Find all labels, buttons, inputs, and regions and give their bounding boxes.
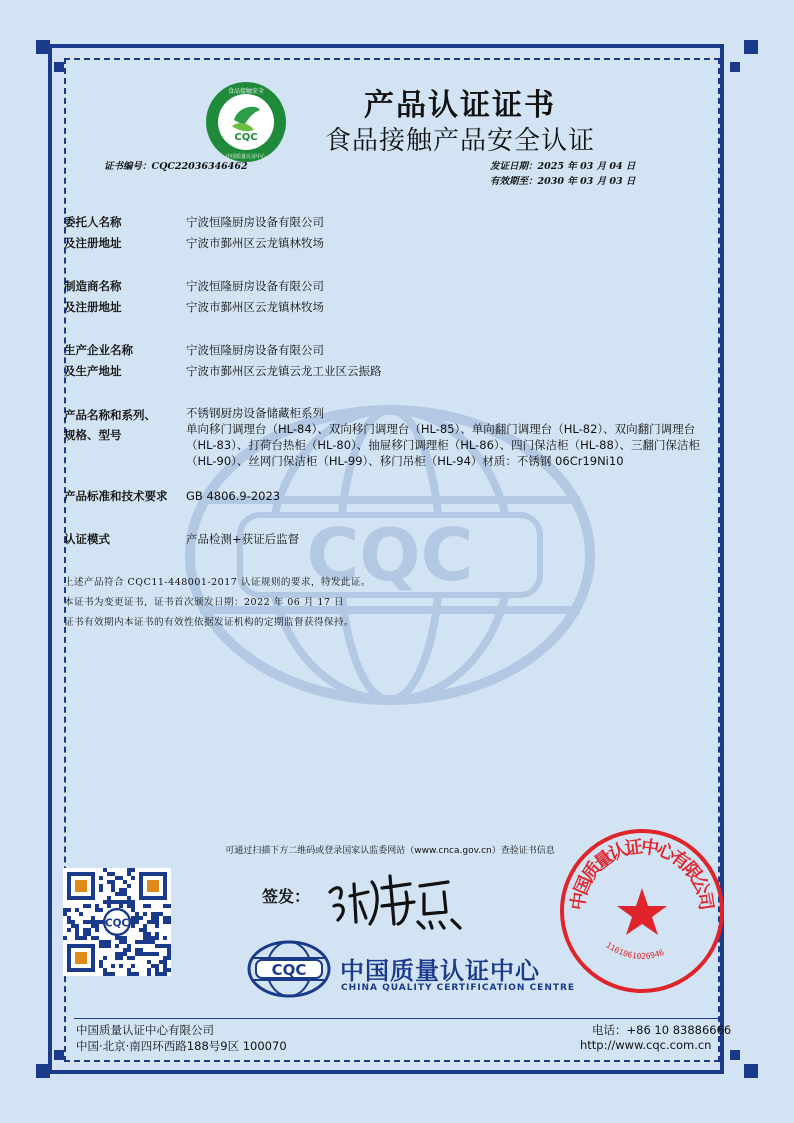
corner-ornament [744,40,758,54]
corner-ornament [36,1064,50,1078]
corner-ornament [36,40,50,54]
expiry-date-label: 有效期至： [490,176,538,187]
factory-address-label: 及生产地址 [64,364,122,378]
statement-line-2: 本证书为变更证书，证书首次颁发日期：2022 年 06 月 17 日 [64,597,344,608]
client-address-value: 宁波市鄞州区云龙镇林牧场 [186,236,324,250]
footer-address: 中国·北京·南四环西路188号9区 100070 [76,1039,287,1053]
client-value: 宁波恒隆厨房设备有限公司 [186,215,324,229]
mode-value: 产品检测+获证后监督 [186,532,300,546]
factory-value: 宁波恒隆厨房设备有限公司 [186,343,324,357]
product-label-line-2: 规格、型号 [64,428,122,442]
corner-ornament [730,62,740,72]
corner-ornament [744,1064,758,1078]
manufacturer-label: 制造商名称 [64,279,122,293]
product-label-line-1: 产品名称和系列、 [64,408,156,422]
cqc-logo [246,940,332,998]
corner-ornament [730,1050,740,1060]
logo-text-bottom: 中国质量认证中心 [225,154,267,160]
svg-text:CQC: CQC [271,961,307,979]
certificate-title: 产品认证证书 [364,88,556,123]
issue-date [490,158,635,172]
certificate-number [104,158,248,172]
food-contact-safety-logo [204,80,288,164]
seal-text: 中国质量认证中心有限公司 [567,836,717,912]
mode-label: 认证模式 [64,532,110,546]
organization-name-cn: 中国质量认证中心 [340,957,540,985]
manufacturer-value: 宁波恒隆厨房设备有限公司 [186,279,324,293]
manufacturer-address-value: 宁波市鄞州区云龙镇林牧场 [186,300,324,314]
client-label: 委托人名称 [64,215,122,229]
seal-code: 1101061026946 [604,940,666,962]
standard-value: GB 4806.9-2023 [186,489,281,503]
corner-ornament [54,62,64,72]
qr-code[interactable] [63,868,171,976]
statement-line-3: 证书有效期内本证书的有效性依据发证机构的定期监督获得保持。 [64,617,355,628]
product-value [186,405,716,469]
handwritten-signature [320,862,480,932]
svg-text:CQC: CQC [104,917,130,930]
issued-by-label: 签发： [262,887,311,906]
product-models: 单向移门调理台（HL-84）、双向移门调理台（HL-85）、单向翻门调理台（HL-82）、双向翻门调理台（HL-83）、打荷台热柜（HL-80）、抽屉移门调理柜（HL-86）、四门保洁柜（HL-88）、三翻门保洁柜（HL-90）、丝网门保洁柜（HL-99）、移门吊柜（HL-94）材质：不锈钢 06Cr19Ni10 [186,422,701,468]
logo-mark: CQC [234,132,258,143]
factory-label: 生产企业名称 [64,343,133,357]
footer-website[interactable]: http://www.cqc.com.cn [580,1038,712,1052]
cert-no-label: 证书编号： [104,161,152,172]
product-label [64,405,184,445]
organization-name-en: CHINA QUALITY CERTIFICATION CENTRE [341,983,576,993]
factory-address-value: 宁波市鄞州区云龙镇云龙工业区云振路 [186,364,382,378]
corner-ornament [54,1050,64,1060]
standard-label: 产品标准和技术要求 [64,489,168,503]
certificate-subtitle: 食品接触产品安全认证 [324,126,595,156]
footer-phone: 电话：+86 10 83886666 [592,1023,732,1037]
logo-text-top: 食品接触安全 [227,88,265,95]
expiry-date [490,173,635,187]
manufacturer-address-label: 及注册地址 [64,300,122,314]
footer-company: 中国质量认证中心有限公司 [76,1023,214,1037]
expiry-date-value: 2030 年 03 月 03 日 [537,176,636,187]
qr-verification-note: 可通过扫描下方二维码或登录国家认监委网站（www.cnca.gov.cn）查验证书信息 [225,846,555,856]
product-series: 不锈钢厨房设备储藏柜系列 [186,406,324,420]
issue-date-value: 2025 年 03 月 04 日 [537,161,636,172]
svg-text:CQC: CQC [306,513,474,597]
official-red-seal [557,826,727,996]
svg-text:1101061026946 [604,941,665,961]
client-address-label: 及注册地址 [64,236,122,250]
cert-no-value: CQC22036346462 [151,161,248,172]
footer-divider [74,1018,720,1019]
issue-date-label: 发证日期： [490,161,538,172]
statement-line-1: 上述产品符合 CQC11-448001-2017 认证规则的要求，特发此证。 [64,577,371,588]
